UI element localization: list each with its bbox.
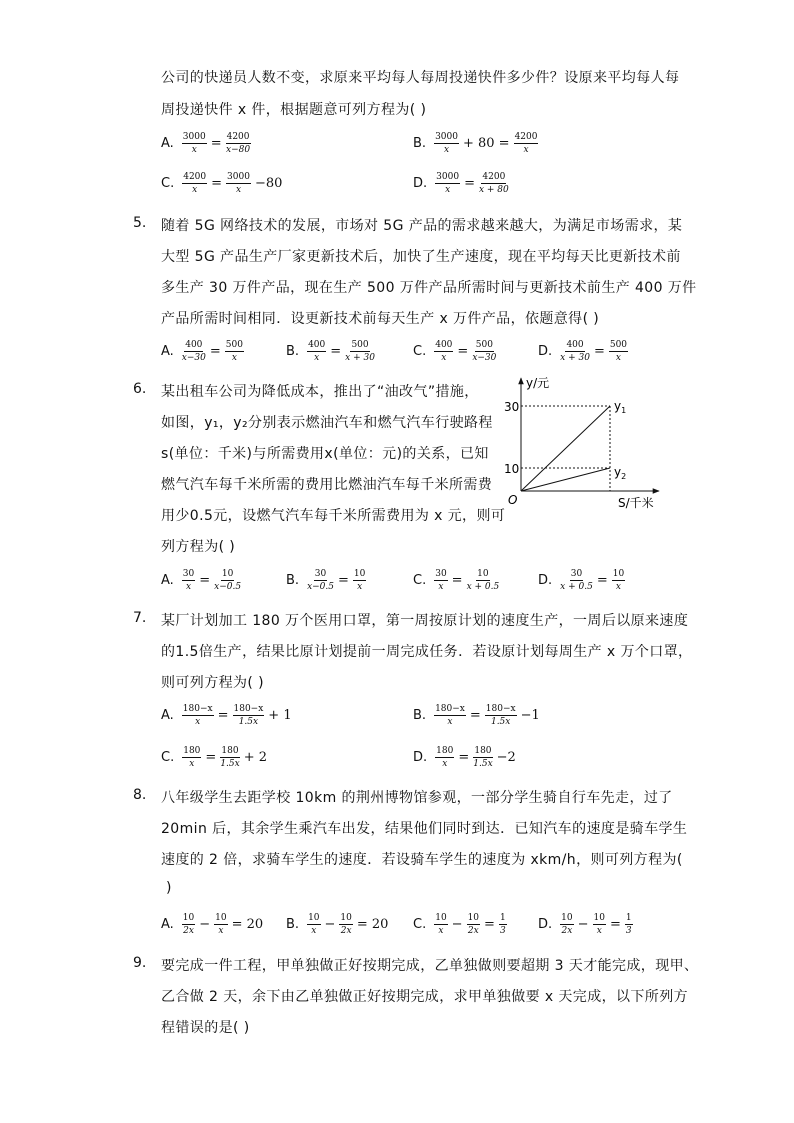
denominator: x <box>357 582 363 592</box>
option-label: A. <box>161 136 174 151</box>
fraction <box>226 172 251 195</box>
fraction <box>339 913 352 936</box>
denominator: 1.5x <box>220 759 240 769</box>
denominator: x−0.5 <box>214 582 242 592</box>
fraction <box>307 569 334 592</box>
denominator: x + 30 <box>345 353 375 363</box>
fraction <box>593 913 606 936</box>
tail: −1 <box>520 708 540 723</box>
option-label: C. <box>413 917 427 932</box>
option-label: C. <box>413 344 427 359</box>
numerator: 10 <box>467 913 480 923</box>
q4-line-1: 公司的快递员人数不变，求原来平均每人每周投递快件多少件？设原来平均每人每 <box>161 70 680 86</box>
fraction <box>182 132 207 155</box>
origin-label: O <box>508 493 518 507</box>
fraction <box>307 913 320 936</box>
numerator: 500 <box>351 340 369 350</box>
q8-number: 8. <box>133 787 147 803</box>
denominator: x <box>442 759 448 769</box>
fraction <box>560 569 593 592</box>
numerator: 400 <box>435 340 453 350</box>
denominator: x <box>443 145 450 155</box>
operator: = <box>205 750 217 765</box>
option-label: B. <box>413 136 427 151</box>
fraction <box>499 913 507 936</box>
q6-line-5: 用少0.5元，设燃气汽车每千米所需费用为 x 元，则可 <box>161 508 506 524</box>
q6-option-c[interactable] <box>413 569 505 592</box>
fraction <box>220 746 239 769</box>
numerator: 4200 <box>514 132 538 142</box>
numerator: 400 <box>308 340 326 350</box>
tail: + 2 <box>243 750 267 765</box>
numerator: 180 <box>221 746 239 756</box>
option-label: D. <box>538 573 553 588</box>
denominator: x <box>192 185 198 195</box>
numerator: 30 <box>435 569 447 579</box>
fraction <box>560 913 573 936</box>
fraction <box>233 704 265 727</box>
svg-text:y1 <box>614 399 626 415</box>
option-label: A. <box>161 573 174 588</box>
numerator: 10 <box>593 913 605 923</box>
x-axis-label: S/千米 <box>618 496 654 510</box>
denominator: x <box>235 185 242 195</box>
svg-text:y2 <box>614 465 626 481</box>
option-label: B. <box>286 573 300 588</box>
fraction <box>560 340 590 363</box>
fraction <box>182 746 201 769</box>
numerator: 30 <box>314 569 327 579</box>
fraction <box>434 569 447 592</box>
tail: = 20 <box>231 917 264 932</box>
operator: − <box>451 917 463 932</box>
tail: = <box>484 917 495 932</box>
numerator: 10 <box>221 569 234 579</box>
numerator: 180 <box>474 746 492 756</box>
numerator: 500 <box>225 340 243 350</box>
y-axis-label: y/元 <box>526 376 550 390</box>
numerator: 10 <box>182 913 195 923</box>
series-y1-label: y <box>614 399 622 413</box>
operator: = <box>458 750 470 765</box>
denominator: x <box>218 926 224 936</box>
tick-30: 30 <box>504 400 520 414</box>
fraction <box>182 172 207 195</box>
option-label: C. <box>161 176 175 191</box>
q8-option-d[interactable] <box>538 913 635 936</box>
q5-option-c[interactable] <box>413 340 502 363</box>
operator: = <box>457 344 469 359</box>
q7-option-b[interactable] <box>413 704 542 727</box>
q7-option-c[interactable] <box>161 746 269 769</box>
q6-line-3: s(单位：千米)与所需费用x(单位：元)的关系，已知 <box>161 446 489 462</box>
q4-option-a[interactable] <box>161 132 257 155</box>
q6-option-a[interactable] <box>161 569 247 592</box>
option-label: A. <box>161 917 174 932</box>
numerator: 4200 <box>482 172 506 182</box>
numerator: 180 <box>436 746 454 756</box>
q6-option-b[interactable] <box>286 569 372 592</box>
q4-option-b[interactable] <box>413 132 544 155</box>
fraction <box>434 704 466 727</box>
q6-graph <box>496 370 666 512</box>
operator: = <box>217 708 229 723</box>
q6-option-d[interactable] <box>538 569 631 592</box>
fraction <box>514 132 539 155</box>
numerator: 400 <box>185 340 203 350</box>
tick-10: 10 <box>504 462 520 476</box>
fraction <box>485 704 517 727</box>
series-y2-sub: 2 <box>621 472 627 481</box>
fraction <box>182 913 195 936</box>
numerator: 10 <box>561 913 573 923</box>
fraction <box>345 340 375 363</box>
series-y1-sub: 1 <box>621 406 627 415</box>
fraction <box>214 569 241 592</box>
denominator: x <box>438 926 444 936</box>
option-label: C. <box>161 750 175 765</box>
q8-option-a[interactable] <box>161 913 265 936</box>
numerator: 3000 <box>227 172 250 182</box>
fraction <box>182 340 206 363</box>
q6-line-4: 燃气汽车每千米所需的费用比燃油汽车每千米所需费 <box>161 477 493 493</box>
denominator: x <box>189 759 195 769</box>
q7-option-a[interactable] <box>161 704 294 727</box>
option-label: A. <box>161 344 174 359</box>
denominator: x−0.5 <box>307 582 334 592</box>
q5-line-2: 大型 5G 产品生产厂家更新技术后，加快了生产速度，现在平均每天比更新技术前 <box>161 249 681 265</box>
q4-option-c[interactable] <box>161 172 284 195</box>
numerator: 180−x <box>435 704 465 714</box>
fraction <box>467 913 480 936</box>
numerator: 3000 <box>182 132 206 142</box>
fraction <box>434 340 453 363</box>
denominator: 2x <box>340 926 352 936</box>
operator: = <box>593 344 605 359</box>
fraction <box>434 913 447 936</box>
q9-line-1: 要完成一件工程，甲单独做正好按期完成，乙单独做则要超期 3 天才能完成，现甲、 <box>161 958 699 974</box>
q4-line-2: 周投递快件 x 件，根据题意可列方程为( ) <box>161 102 427 118</box>
denominator: x <box>231 353 237 363</box>
numerator: 3000 <box>435 132 458 142</box>
fraction <box>182 704 214 727</box>
denominator: x + 0.5 <box>466 582 500 592</box>
numerator: 10 <box>477 569 489 579</box>
q7-option-d[interactable] <box>413 746 518 769</box>
denominator: 3 <box>625 926 632 936</box>
q7-line-3: 则可列方程为( ) <box>161 675 264 691</box>
numerator: 10 <box>353 569 366 579</box>
fraction <box>612 569 625 592</box>
q5-option-b[interactable] <box>286 340 381 363</box>
fraction <box>609 340 628 363</box>
q5-option-d[interactable] <box>538 340 634 363</box>
fraction <box>472 340 496 363</box>
numerator: 30 <box>182 569 195 579</box>
denominator: x <box>441 353 447 363</box>
fraction <box>226 132 251 155</box>
denominator: x <box>185 582 192 592</box>
numerator: 180−x <box>182 704 213 714</box>
denominator: x <box>195 717 201 727</box>
numerator: 10 <box>435 913 447 923</box>
fraction <box>435 172 460 195</box>
series-y2-line <box>521 468 610 491</box>
option-label: D. <box>413 750 428 765</box>
denominator: x <box>191 145 197 155</box>
operator: − <box>324 917 336 932</box>
numerator: 500 <box>609 340 628 350</box>
fraction <box>467 569 500 592</box>
q4-option-d[interactable] <box>413 172 515 195</box>
q7-number: 7. <box>133 610 147 626</box>
operator: = <box>211 176 223 191</box>
operator: = <box>338 573 349 588</box>
q8-line-3: 速度的 2 倍，求骑车学生的速度．若设骑车学生的速度为 xkm/h，则可列方程为( <box>161 852 683 868</box>
q6-number: 6. <box>133 381 147 397</box>
denominator: x <box>438 582 444 592</box>
tail: −2 <box>496 750 516 765</box>
numerator: 180−x <box>485 704 516 714</box>
denominator: x <box>445 185 451 195</box>
operator: = <box>451 573 463 588</box>
q6-line-2: 如图，y₁，y₂分别表示燃油汽车和燃气汽车行驶路程 <box>161 415 493 431</box>
denominator: 1.5x <box>490 717 511 727</box>
denominator: x <box>314 353 320 363</box>
denominator: 2x <box>183 926 194 936</box>
numerator: 400 <box>566 340 584 350</box>
denominator: x <box>311 926 317 936</box>
tail: + 1 <box>268 708 292 723</box>
fraction <box>214 913 227 936</box>
option-label: D. <box>538 917 553 932</box>
tail: = 20 <box>356 917 389 932</box>
q8-option-c[interactable] <box>413 913 509 936</box>
denominator: x + 80 <box>478 185 509 195</box>
series-y2-label: y <box>614 465 622 479</box>
operator: = <box>464 176 475 191</box>
numerator: 10 <box>308 913 320 923</box>
fraction <box>625 913 633 936</box>
fraction <box>225 340 244 363</box>
numerator: 1 <box>625 913 632 923</box>
operator: + 80 = <box>462 136 510 151</box>
denominator: 1.5x <box>473 759 493 769</box>
fraction <box>434 132 459 155</box>
numerator: 10 <box>612 569 625 579</box>
q5-number: 5. <box>133 215 147 231</box>
option-label: C. <box>413 573 427 588</box>
denominator: x−30 <box>181 353 206 363</box>
numerator: 500 <box>475 340 493 350</box>
q6-line-6: 列方程为( ) <box>161 539 236 555</box>
operator: − <box>577 917 589 932</box>
series-y1-line <box>521 406 610 491</box>
fraction <box>353 569 366 592</box>
numerator: 4200 <box>226 132 250 142</box>
option-label: D. <box>413 176 428 191</box>
operator: − <box>199 917 211 932</box>
q9-number: 9. <box>133 955 147 971</box>
denominator: x <box>596 926 602 936</box>
denominator: 2x <box>561 926 573 936</box>
denominator: x <box>523 145 529 155</box>
fraction <box>435 746 454 769</box>
denominator: 1.5x <box>238 717 259 727</box>
q7-line-2: 的1.5倍生产，结果比原计划提前一周完成任务．若设原计划每周生产 x 万个口罩， <box>161 644 693 660</box>
tail: = <box>609 917 621 932</box>
fraction <box>182 569 195 592</box>
denominator: x <box>615 582 621 592</box>
option-label: B. <box>286 344 300 359</box>
fraction <box>307 340 326 363</box>
option-label: D. <box>538 344 553 359</box>
numerator: 180 <box>183 746 201 756</box>
numerator: 10 <box>340 913 352 923</box>
q8-line-4: ) <box>166 880 172 896</box>
numerator: 3000 <box>436 172 460 182</box>
q5-line-4: 产品所需时间相同．设更新技术前每天生产 x 万件产品，依题意得( ) <box>161 311 600 327</box>
q7-line-1: 某厂计划加工 180 万个医用口罩，第一周按原计划的速度生产，一周后以原来速度 <box>161 613 689 629</box>
operator: = <box>210 136 222 151</box>
denominator: x−30 <box>472 353 497 363</box>
denominator: x + 30 <box>560 353 590 363</box>
option-label: B. <box>413 708 427 723</box>
numerator: 1 <box>499 913 506 923</box>
operator: = <box>469 708 481 723</box>
numerator: 10 <box>215 913 227 923</box>
numerator: 4200 <box>183 172 207 182</box>
q9-line-3: 程错误的是( ) <box>161 1020 250 1036</box>
denominator: x−80 <box>226 145 251 155</box>
denominator: x <box>615 353 621 363</box>
q5-line-3: 多生产 30 万件产品，现在生产 500 万件产品所需时间与更新技术前生产 400 万件 <box>161 280 697 296</box>
fraction <box>473 746 492 769</box>
numerator: 30 <box>570 569 583 579</box>
denominator: 3 <box>499 926 506 936</box>
q8-line-1: 八年级学生去距学校 10km 的荆州博物馆参观，一部分学生骑自行车先走，过了 <box>161 790 673 806</box>
q6-line-1: 某出租车公司为降低成本，推出了“油改气”措施， <box>161 384 479 400</box>
operator: = <box>596 573 608 588</box>
operator: = <box>330 344 342 359</box>
numerator: 180−x <box>233 704 264 714</box>
q8-option-b[interactable] <box>286 913 390 936</box>
denominator: 2x <box>467 926 479 936</box>
q8-line-2: 20min 后，其余学生乘汽车出发，结果他们同时到达．已知汽车的速度是骑车学生 <box>161 821 688 837</box>
denominator: x + 0.5 <box>560 582 593 592</box>
fraction <box>479 172 509 195</box>
q5-option-a[interactable] <box>161 340 250 363</box>
q9-line-2: 乙合做 2 天，余下由乙单独做正好按期完成，求甲单独做要 x 天完成，以下所列方 <box>161 989 688 1005</box>
operator: = <box>209 344 221 359</box>
tail: −80 <box>254 176 283 191</box>
operator: = <box>199 573 211 588</box>
q5-line-1: 随着 5G 网络技术的发展，市场对 5G 产品的需求越来越大，为满足市场需求，某 <box>161 218 683 234</box>
option-label: A. <box>161 708 174 723</box>
denominator: x <box>447 717 453 727</box>
option-label: B. <box>286 917 300 932</box>
